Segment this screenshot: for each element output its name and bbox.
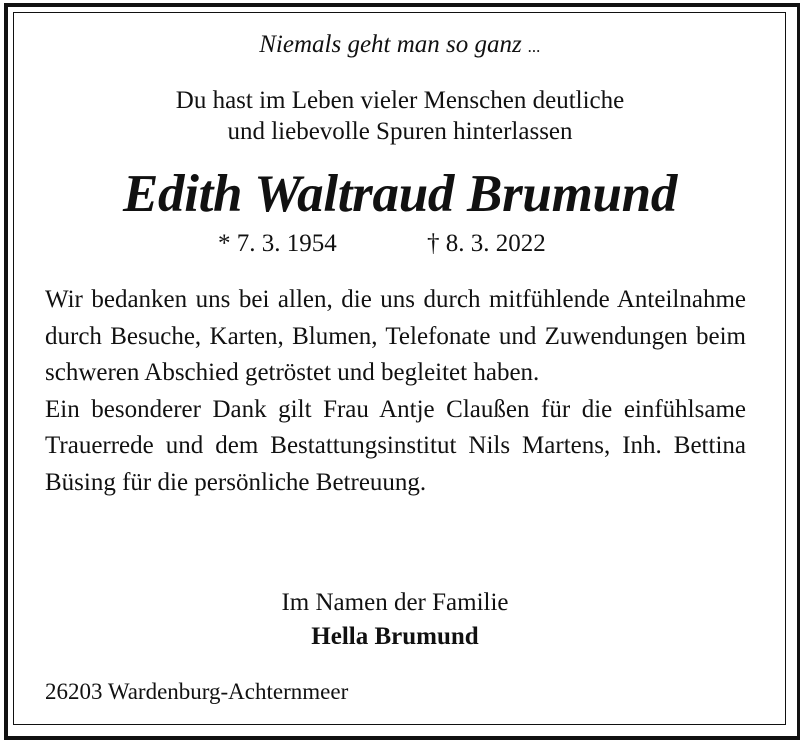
thanks-paragraph: Ein besonderer Dank gilt Frau Antje Claußen für die einfühlsame Trauerrede und dem Bestattungsinstitut Nils Martens, Inh. Bettina Büsing für die persönliche Betreuung. xyxy=(45,395,746,496)
signer-name: Hella Brumund xyxy=(311,623,479,650)
thanks-paragraph: Wir bedanken uns bei allen, die uns durch mitfühlende Anteilnahme durch Besuche, Karten, Blumen, Telefonate und Zuwendungen beim schweren Abschied getröstet und begleitet haben. xyxy=(45,286,746,386)
subtitle-line: Du hast im Leben vieler Menschen deutliche xyxy=(175,87,625,114)
thanks-text xyxy=(45,282,746,501)
deceased-name: Edith Waltraud Brumund xyxy=(122,165,678,223)
subtitle-block xyxy=(0,85,800,147)
subtitle-line: und liebevolle Spuren hinterlassen xyxy=(227,118,573,145)
motto-line xyxy=(0,30,800,62)
motto-text: Niemals geht man so ganz xyxy=(259,31,522,58)
family-address: 26203 Wardenburg-Achternmeer xyxy=(45,679,349,704)
birth-date: * 7. 3. 1954 xyxy=(218,230,337,257)
motto-ellipsis: ... xyxy=(528,37,541,56)
signoff-block xyxy=(0,586,790,654)
death-date: † 8. 3. 2022 xyxy=(427,230,546,257)
signoff-line: Im Namen der Familie xyxy=(281,589,509,616)
